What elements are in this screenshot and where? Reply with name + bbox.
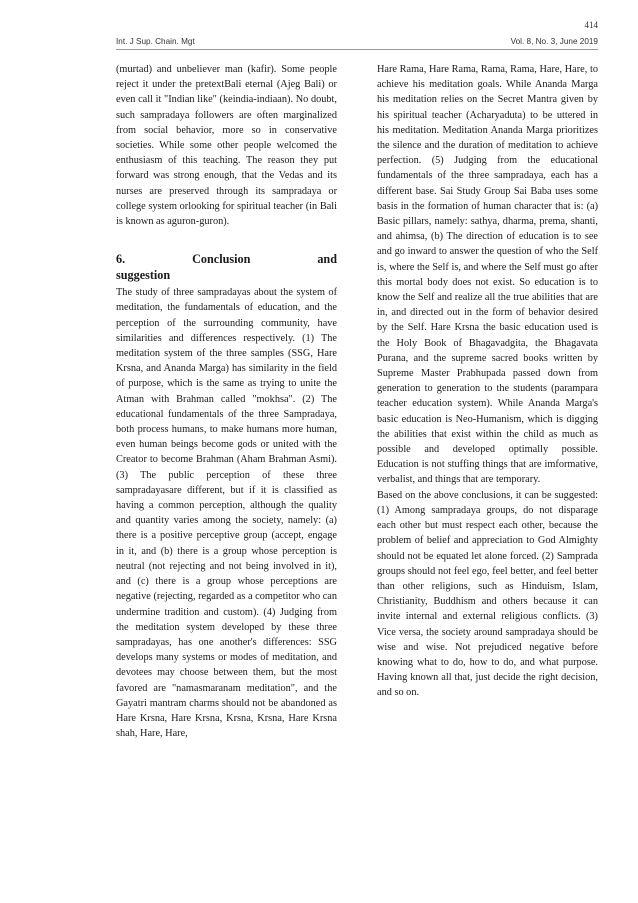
section-heading-continued: suggestion [116,268,171,283]
running-header [116,37,598,50]
paragraph-conclusion: The study of three sampradayas about the system of meditation, the fundamentals of education, and the perception of the surrounding community, have similarities and differences respectively. (1) The meditation system of the three samples (SSG, Hare Krsna, and Ananda Marga) has similarity in the field of purpose, which is the same as trying to unite the Atman with Brahman called "mokhsa". (2) The educational fundamentals of the three Sampradaya, both process humans, to make humans more human, even human beings become gods or united with the Creator to become Brahman (Aham Brahman Asmi). (3) The public perception of these three sampradayasare different, but if it is classified as having a common perception, although the quality and quantity varies among the society, namely: (a) there is a positive perceptive group (accept, engage in it, and (b) there is a group whose perception is neutral (not rejecting and not being involved in it), and (c) there is a group whose perceptions are negative (rejecting, regarded as a competitor who can undermine tradition and custom). (4) Judging from the meditation system developed by these three sampradayas, has one another's differences: SSG develops many systems or modes of meditation, and devotees may choose between them, but the most favored are "namasmaranam meditation", and the Gayatri mantram charms should not be abandoned as Hare Krsna, Hare Krsna, Krsna, Krsna, Hare Krsna shah, Hare, Hare, [116,287,337,740]
section-heading: 6. Conclusion and [116,252,337,267]
journal-title: Int. J Sup. Chain. Mgt [116,37,195,46]
paragraph-continued: Hare Rama, Hare Rama, Rama, Rama, Hare, Hare, to achieve his meditation goals. While Ananda Marga his meditation relies on the Secret Mantra given by his spiritual teacher (Acharyaduta) to be uttered in his meditation. Meditation Ananda Marga prioritizes the silence and the duration of meditation to achieve perfection. (5) Judging from the educational fundamentals of the three sampradaya, each has a different base. Sai Study Group Sai Baba uses some basis in the formation of human character that is: (a) Basic pillars, namely: sathya, dharma, prema, shanti, and ahimsa, (b) The direction of education is to see and go inward to answer the question of who the Self is, where the Self is, and where the Self must go after this mortal body does not exist. So education is to know the Self and realize all the true abilities that are in, and directed out in the form of behavior desired by the Self. Hare Krsna the basic education used is the Holy Book of Bhagavadgita, the Bhagavata Purana, and the supreme sacred books written by Supreme Master Prabhupada passed down from generation to generation to the students (parampara teacher education system). While Ananda Marga's basic education is Neo-Humanism, which is digging the abilities that exist within the child as much as possible and developed optimally possible. Education is not stuffing things that are imformative, verbalist, and things that are temporary. [377,64,598,486]
paragraph-intro: (murtad) and unbeliever man (kafir). Some people reject it under the pretextBali eternal (Ajeg Bali) or even call it "Indian like" (keindia-indiaan). No doubt, such sampradaya followers are often marginalized from social behavior, more so in conservative societies. While some other people welcomed the enthusiasm of this teaching. The reason they put forward was strong enough, that the Vedas and its nurses are preserved through its sampradaya or college system orlooking for spiritual teacher (in Bali is known as aguron-guron). [116,64,337,228]
left-column [116,62,337,741]
right-column [377,62,598,741]
volume-info: Vol. 8, No. 3, June 2019 [510,37,598,46]
page-number: 414 [584,20,598,30]
paragraph-suggestion: Based on the above conclusions, it can be suggested: (1) Among sampradaya groups, do not disparage each other but must respect each other, because the problem of belief and appreciation to God Almighty should not be equated let alone forced. (2) Samprada groups should not feel ego, feel better, and feel better than other religions, such as Hinduism, Islam, Christianity, Buddhism and others because it can invite internal and external religious conflicts. (3) Vice versa, the society around sampradaya should be wise and wise. Not prejudiced negative before knowing what to do, how to do, and what purpose. Having known all that, just decide the right decision, and so on. [377,489,598,699]
article-body [116,62,598,741]
